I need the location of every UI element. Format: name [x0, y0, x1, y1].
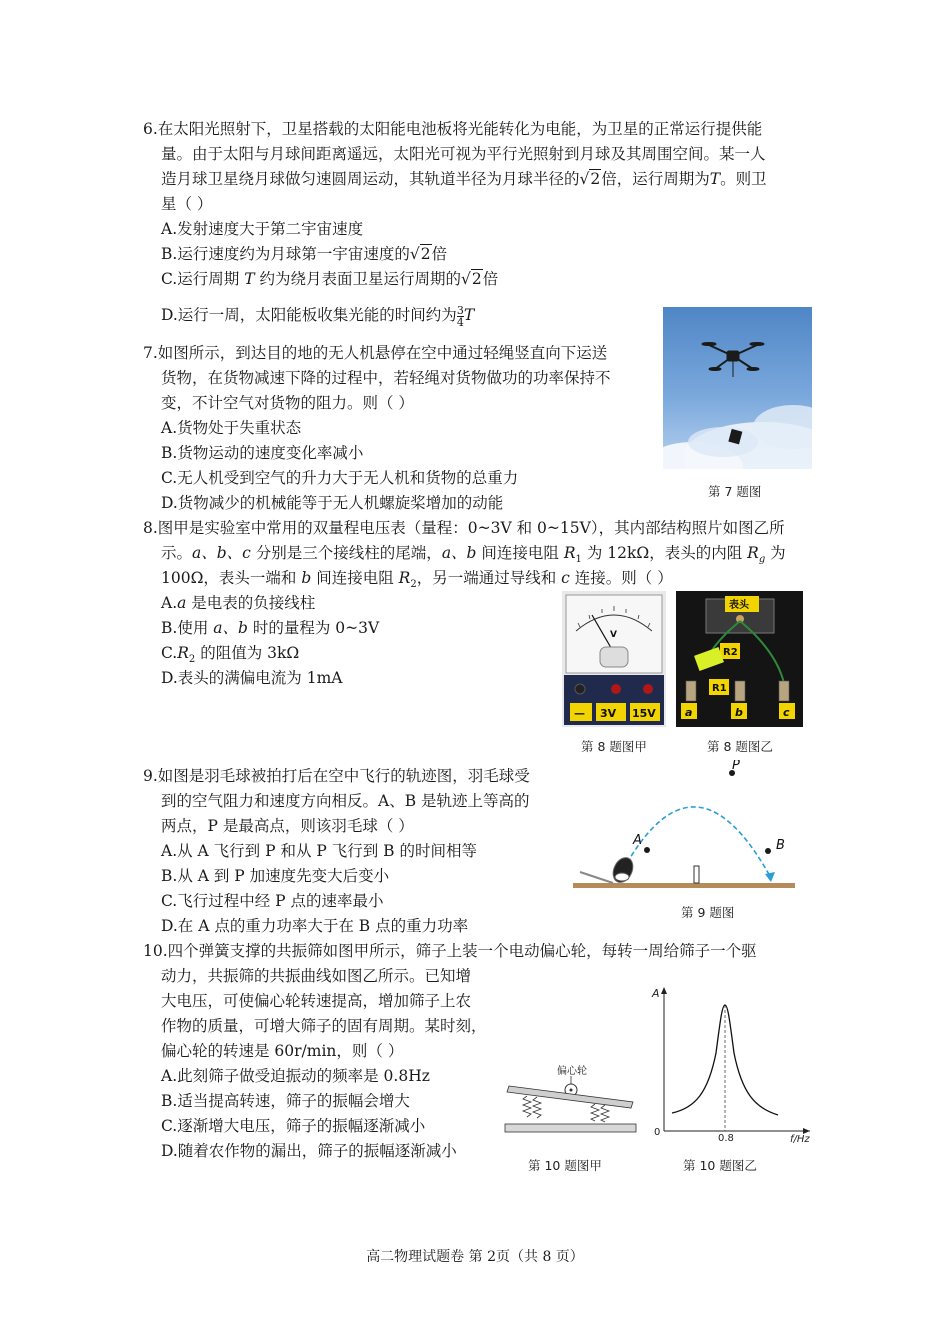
q10-stem-line1: 10.四个弹簧支撑的共振筛如图甲所示，筛子上装一个电动偏心轮，每转一周给筛子一个驱 [143, 942, 757, 960]
q8-option-a: A.a 是电表的负接线柱 [161, 594, 316, 612]
q6-stem-line2: 量。由于太阳与月球间距离遥远，太阳光可视为平行光照射到月球及其周围空间。某一人 [161, 145, 766, 163]
q9-caption: 第 9 题图 [681, 905, 735, 920]
q9-option-a: A.从 A 飞行到 P 和从 P 飞行到 B 的时间相等 [161, 842, 477, 860]
q10-option-b: B.适当提高转速，筛子的振幅会增大 [161, 1092, 410, 1110]
svg-text:R1: R1 [712, 683, 727, 694]
q10-caption-yi: 第 10 题图乙 [683, 1158, 757, 1173]
fraction: $\frac{3}{4}$ [456, 303, 464, 329]
q8-caption-yi: 第 8 题图乙 [707, 739, 773, 754]
svg-text:0.8: 0.8 [718, 1133, 734, 1144]
base [505, 1124, 636, 1132]
q6-stem-line3: 造月球卫星绕月球做匀速圆周运动，其轨道半径为月球半径的√2倍，运行周期为T。则卫 [161, 170, 767, 188]
arrow-icon [765, 872, 775, 882]
q9-option-d: D.在 A 点的重力功率大于在 B 点的重力功率 [161, 917, 469, 935]
q7-drone-photo [663, 307, 812, 469]
svg-text:a: a [685, 706, 693, 719]
svg-text:15V: 15V [632, 707, 656, 720]
q10-option-c: C.逐渐增大电压，筛子的振幅逐渐减小 [161, 1117, 426, 1135]
svg-text:b: b [735, 706, 743, 719]
q10-stem-line4: 作物的质量，可增大筛子的固有周期。某时刻， [161, 1017, 487, 1035]
q8-stem-line2: 示。a、b、c 分别是三个接线柱的尾端，a、b 间连接电阻 $R_1$ 为 12kΩ，表头的内阻 $R_g$ 为 [161, 544, 786, 566]
q8-internal-figure [676, 591, 803, 727]
q7-option-d: D.货物减少的机械能等于无人机螺旋桨增加的动能 [161, 494, 504, 512]
q6-option-b: B.运行速度约为月球第一宇宙速度的√2倍 [161, 245, 448, 263]
q10-stem-line5: 偏心轮的转速是 60r/min，则（ ） [161, 1042, 404, 1060]
svg-text:A: A [652, 987, 660, 1000]
page-footer: 高二物理试题卷 第 2页（共 8 页） [366, 1249, 584, 1265]
svg-text:0: 0 [654, 1127, 661, 1138]
svg-text:偏心轮: 偏心轮 [557, 1066, 587, 1077]
q10-sieve-figure [503, 1060, 638, 1136]
q8-option-c: $C.R_2$ 的阻值为 3kΩ [161, 644, 300, 666]
racket-icon [580, 854, 637, 885]
svg-text:B: B [776, 838, 785, 853]
q9-trajectory-figure [565, 760, 800, 895]
svg-text:3V: 3V [600, 707, 617, 720]
q8-option-d: D.表头的满偏电流为 1mA [161, 669, 343, 687]
q10-option-a: A.此刻筛子做受迫振动的频率是 0.8Hz [161, 1067, 430, 1085]
q8-stem-line1: 8.图甲是实验室中常用的双量程电压表（量程：0~3V 和 0~15V），其内部结构照片如图乙所 [143, 519, 785, 537]
ground [573, 883, 795, 888]
q7-caption: 第 7 题图 [708, 484, 762, 499]
point-b [765, 848, 771, 854]
voltmeter-image [562, 591, 666, 727]
svg-text:—: — [574, 707, 585, 720]
q8-voltmeter-figure [562, 591, 666, 727]
q6-option-c: C.运行周期 T 约为绕月表面卫星运行周期的√2倍 [161, 270, 499, 288]
point-a [644, 847, 650, 853]
svg-text:P: P [732, 760, 740, 773]
q10-stem-line3: 大电压，可使偏心轮转速提高，增加筛子上农 [161, 992, 472, 1010]
voltmeter-internal-image [676, 591, 803, 727]
svg-text:表头: 表头 [729, 600, 749, 611]
q7-stem-line1: 7.如图所示，到达目的地的无人机悬停在空中通过轻绳竖直向下运送 [143, 344, 608, 362]
q6-option-d: D.运行一周，太阳能板收集光能的时间约为 $\frac{3}{4}$ T [161, 303, 475, 329]
q7-option-a: A.货物处于失重状态 [161, 419, 302, 437]
q10-stem-line2: 动力，共振筛的共振曲线如图乙所示。已知增 [161, 967, 472, 985]
q7-option-c: C.无人机受到空气的升力大于无人机和货物的总重力 [161, 469, 519, 487]
resonance-sieve-diagram [503, 1060, 638, 1136]
y-axis-arrow-icon [661, 987, 667, 994]
q9-option-c: C.飞行过程中经 P 点的速率最小 [161, 892, 384, 910]
q7-stem-line2: 货物，在货物减速下降的过程中，若轻绳对货物做功的功率保持不 [161, 369, 611, 387]
svg-text:V: V [610, 630, 617, 640]
q10-caption-jia: 第 10 题图甲 [528, 1158, 602, 1173]
svg-text:c: c [783, 706, 790, 719]
q10-option-d: D.随着农作物的漏出，筛子的振幅逐渐减小 [161, 1142, 457, 1160]
q9-stem-line1: 9.如图是羽毛球被拍打后在空中飞行的轨迹图，羽毛球受 [143, 767, 530, 785]
svg-text:R2: R2 [723, 647, 738, 658]
svg-text:A: A [633, 833, 642, 848]
q6-stem-line4: 星（ ） [161, 195, 213, 213]
sqrt-symbol: √2 [409, 245, 431, 263]
q8-caption-jia: 第 8 题图甲 [581, 739, 647, 754]
q7-option-b: B.货物运动的速度变化率减小 [161, 444, 364, 462]
q6-stem3-text: 造月球卫星绕月球做匀速圆周运动，其轨道半径为月球半径的 [161, 170, 580, 188]
q9-stem-line2: 到的空气阻力和速度方向相反。A、B 是轨迹上等高的 [161, 792, 530, 810]
q7-stem-line3: 变，不计空气对货物的阻力。则（ ） [161, 394, 414, 412]
sqrt-symbol: √2 [579, 170, 601, 188]
badminton-trajectory-diagram [565, 760, 800, 895]
q8-option-b: B.使用 a、b 时的量程为 0~3V [161, 619, 380, 637]
resonance-curve-diagram [650, 983, 820, 1145]
q10-resonance-chart [650, 983, 820, 1145]
drone-sky-image [663, 307, 812, 469]
q9-stem-line3: 两点，P 是最高点，则该羽毛球（ ） [161, 817, 414, 835]
q6-stem-line1: 6.在太阳光照射下，卫星搭载的太阳能电池板将光能转化为电能，为卫星的正常运行提供能 [143, 120, 763, 138]
sqrt-symbol: √2 [460, 270, 482, 288]
net-post [694, 866, 699, 883]
svg-text:f/Hz: f/Hz [790, 1134, 810, 1145]
q8-stem-line3: 100Ω，表头一端和 b 间连接电阻 $R_2$，另一端通过导线和 c 连接。则（ ） [161, 569, 673, 591]
q9-option-b: B.从 A 到 P 加速度先变大后变小 [161, 867, 390, 885]
q6-option-a: A.发射速度大于第二宇宙速度 [161, 220, 364, 238]
